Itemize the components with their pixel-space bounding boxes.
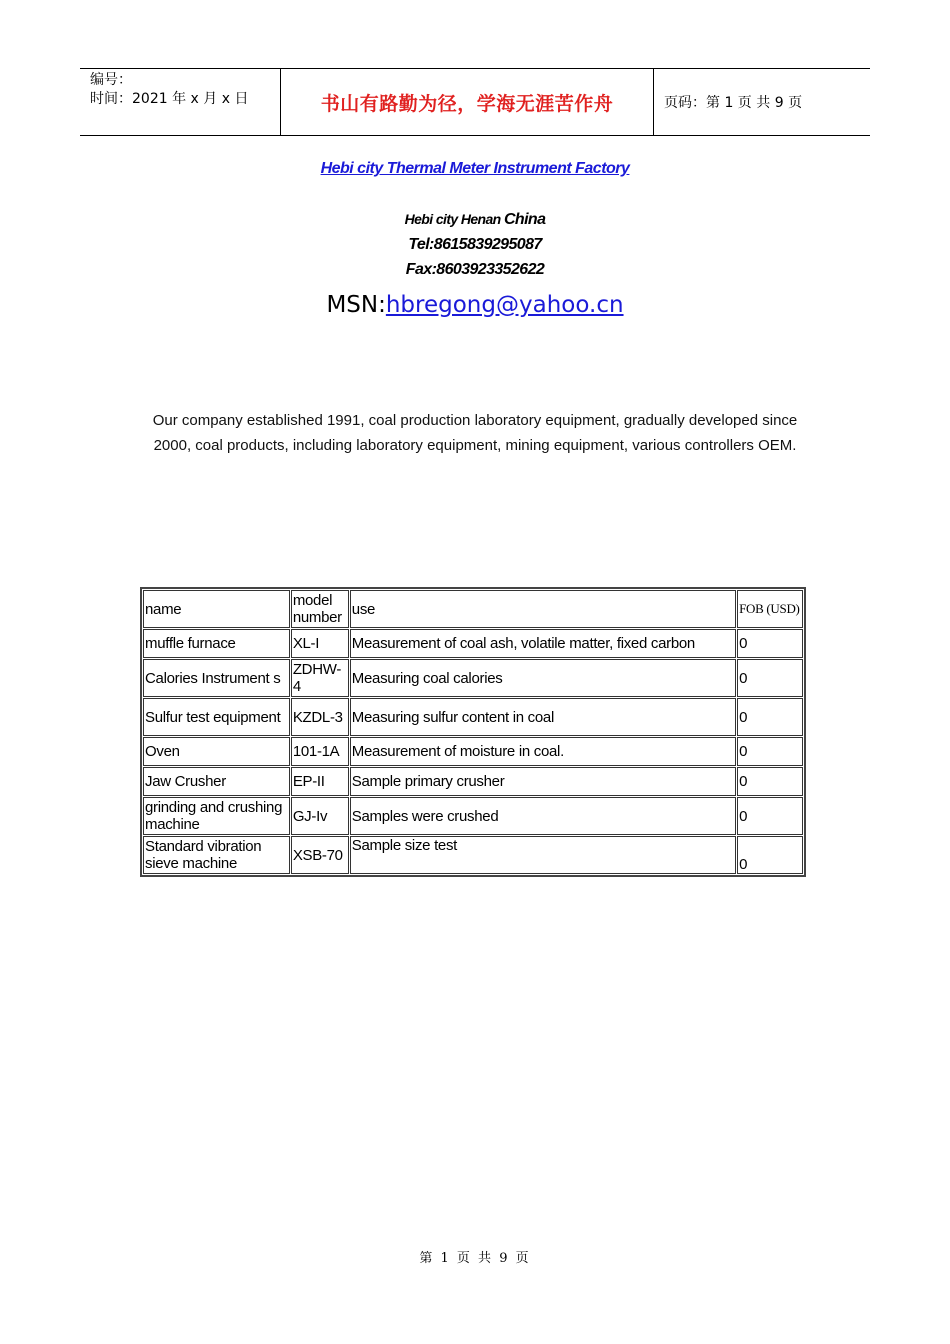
cell-use: Measurement of coal ash, volatile matter, fixed carbon (350, 629, 736, 658)
cell-use: Samples were crushed (350, 797, 736, 835)
table-row (143, 659, 803, 697)
company-msn (0, 292, 950, 318)
cell-use: Sample size test (350, 836, 736, 874)
cell-fob: 0 (737, 659, 803, 697)
cell-use: Measuring coal calories (350, 659, 736, 697)
cell-model: GJ-Iv (291, 797, 349, 835)
cell-model: XSB-70 (291, 836, 349, 874)
cell-model: XL-I (291, 629, 349, 658)
table-header-row (143, 590, 803, 628)
cell-model: EP-II (291, 767, 349, 796)
header-motto: 书山有路勤为径，学海无涯苦作舟 (281, 69, 654, 135)
header-meta (80, 69, 281, 135)
company-tel: Tel:8615839295087 (408, 236, 542, 253)
cell-name: muffle furnace (143, 629, 290, 658)
cell-fob: 0 (737, 836, 803, 874)
cell-name: Oven (143, 737, 290, 766)
cell-name: Sulfur test equipment (143, 698, 290, 736)
header-model: model number (291, 590, 349, 628)
msn-email-link[interactable]: hbregong@yahoo.cn (385, 292, 624, 318)
cell-fob: 0 (737, 797, 803, 835)
number-label: 编号： (90, 72, 132, 88)
table-row (143, 629, 803, 658)
cell-fob: 0 (737, 629, 803, 658)
page-footer: 第 1 页 共 9 页 (419, 1251, 531, 1266)
table-row (143, 767, 803, 796)
header-use: use (350, 590, 736, 628)
cell-model: 101-1A (291, 737, 349, 766)
company-fax: Fax:8603923352622 (405, 261, 545, 278)
company-intro: Our company established 1991, coal production laboratory equipment, gradually developed since 2000, coal products, including laboratory equipment, mining equipment, various controllers OEM. (152, 412, 798, 454)
product-table (140, 587, 806, 877)
cell-name: Standard vibration sieve machine (143, 836, 290, 874)
company-name-link[interactable]: Hebi city Thermal Meter Instrument Factory (320, 160, 630, 177)
cell-fob: 0 (737, 767, 803, 796)
msn-label: MSN: (326, 292, 386, 318)
cell-name: grinding and crushing machine (143, 797, 290, 835)
table-row (143, 698, 803, 736)
cell-use: Measuring sulfur content in coal (350, 698, 736, 736)
cell-fob: 0 (737, 737, 803, 766)
header-name: name (143, 590, 290, 628)
table-row (143, 737, 803, 766)
header-page-info: 页码：第 1 页 共 9 页 (664, 95, 803, 111)
date-label: 时间：2021 年 x 月 x 日 (90, 91, 249, 107)
table-row (143, 836, 803, 874)
cell-model: ZDHW-4 (291, 659, 349, 697)
cell-name: Jaw Crusher (143, 767, 290, 796)
cell-fob: 0 (737, 698, 803, 736)
address-country: China (503, 211, 546, 228)
document-header (80, 68, 870, 136)
cell-model: KZDL-3 (291, 698, 349, 736)
table-row (143, 797, 803, 835)
cell-use: Measurement of moisture in coal. (350, 737, 736, 766)
company-address (0, 211, 950, 229)
address-city: Hebi city Henan (404, 211, 504, 227)
cell-use: Sample primary crusher (350, 767, 736, 796)
cell-name: Calories Instrument s (143, 659, 290, 697)
header-fob: FOB (USD) (737, 590, 803, 628)
